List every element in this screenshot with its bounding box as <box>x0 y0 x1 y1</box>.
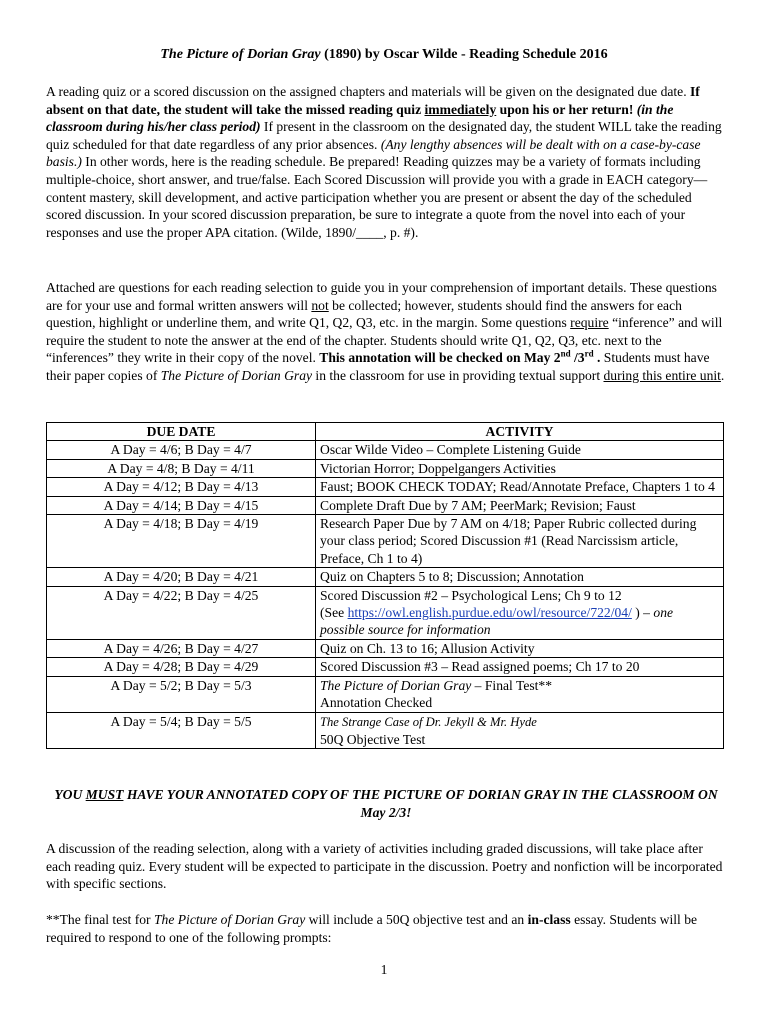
table-row <box>47 658 724 676</box>
annotated-copy-notice: YOU MUST HAVE YOUR ANNOTATED COPY OF THE PICTURE OF DORIAN GRAY IN THE CLASSROOM ON May 2/3! <box>54 787 718 820</box>
activity-cell: Faust; BOOK CHECK TODAY; Read/Annotate Preface, Chapters 1 to 4 <box>316 478 724 496</box>
table-row <box>47 676 724 712</box>
table-row <box>47 478 724 496</box>
activity-cell: Research Paper Due by 7 AM on 4/18; Paper Rubric collected during your class period; Scored Discussion #1 (Read Narcissism article, Preface, Ch 1 to 4) <box>316 515 724 568</box>
due-date-cell: A Day = 4/26; B Day = 4/27 <box>47 639 316 657</box>
table-row <box>47 515 724 568</box>
due-date-cell: A Day = 4/6; B Day = 4/7 <box>47 441 316 459</box>
due-date-cell: A Day = 4/28; B Day = 4/29 <box>47 658 316 676</box>
activity-cell: Scored Discussion #2 – Psychological Lens; Ch 9 to 12 (See https://owl.english.purdue.edu/owl/resource/722/04/ ) – one possible source for information <box>316 586 724 639</box>
activity-cell: Quiz on Chapters 5 to 8; Discussion; Annotation <box>316 568 724 586</box>
table-row <box>47 441 724 459</box>
page-number: 1 <box>380 962 388 977</box>
activity-cell: Scored Discussion #3 – Read assigned poems; Ch 17 to 20 <box>316 658 724 676</box>
intro-paragraph: A reading quiz or a scored discussion on the assigned chapters and materials will be given on the designated due date. If absent on that date, the student will take the missed reading quiz immediately upon his or her return! (in the classroom during his/her class period) If present in the classroom on the designated day, the student WILL take the reading quiz scheduled for that date regardless of any prior absences. (Any lengthy absences will be dealt with on a case-by-case basis.) In other words, here is the reading schedule. Be prepared! Reading quizzes may be a variety of formats including multiple-choice, short answer, and true/false. Each Scored Discussion will provide you with a grade in EACH category—content mastery, skill development, and active participation whether you are present or absent the day of the scheduled scored discussion. In your scored discussion preparation, be sure to integrate a quote from the novel into each of your responses and use the proper APA citation. (Wilde, 1890/____, p. #). <box>46 84 722 240</box>
table-row <box>47 712 724 749</box>
table-row <box>47 639 724 657</box>
activity-cell: The Picture of Dorian Gray – Final Test** Annotation Checked <box>316 676 724 712</box>
activity-cell: Victorian Horror; Doppelgangers Activities <box>316 459 724 477</box>
activity-cell: Complete Draft Due by 7 AM; PeerMark; Revision; Faust <box>316 496 724 514</box>
table-header-row <box>47 423 724 441</box>
discussion-paragraph: A discussion of the reading selection, along with a variety of activities including graded discussions, will take place after each reading quiz. Every student will be expected to participate in the discussion. Poetry and nonfiction will be incorporated with specific sections. <box>46 841 723 892</box>
purdue-owl-link[interactable]: https://owl.english.purdue.edu/owl/resource/722/04/ <box>347 605 632 621</box>
due-date-cell: A Day = 4/20; B Day = 4/21 <box>47 568 316 586</box>
due-date-cell: A Day = 5/4; B Day = 5/5 <box>47 712 316 749</box>
due-date-cell: A Day = 4/22; B Day = 4/25 <box>47 586 316 639</box>
table-row <box>47 459 724 477</box>
attached-questions-paragraph: Attached are questions for each reading selection to guide you in your comprehension of important details. These questions are for your use and formal written answers will not be collected; however, students should find the answers for each question, highlight or underline them, and write Q1, Q2, Q3, etc. in the margin. Some questions require “inference” and will require the student to note the answer at the end of the chapter. Students should write Q1, Q2, Q3, etc. next to the “inferences” they write in their copy of the novel. This annotation will be checked on May 2nd /3rd . Students must have their paper copies of The Picture of Dorian Gray in the classroom for use in providing textual support during this entire unit. <box>46 280 725 383</box>
final-test-paragraph: **The final test for The Picture of Dorian Gray will include a 50Q objective test and an in-class essay. Students will be required to respond to one of the following prompts: <box>46 912 698 945</box>
activity-cell: Oscar Wilde Video – Complete Listening Guide <box>316 441 724 459</box>
reading-schedule-table <box>46 422 724 749</box>
due-date-cell: A Day = 5/2; B Day = 5/3 <box>47 676 316 712</box>
due-date-cell: A Day = 4/18; B Day = 4/19 <box>47 515 316 568</box>
due-date-header: DUE DATE <box>47 423 316 441</box>
table-row <box>47 586 724 639</box>
table-row <box>47 568 724 586</box>
table-row <box>47 496 724 514</box>
document-title: The Picture of Dorian Gray (1890) by Oscar Wilde - Reading Schedule 2016 <box>160 47 608 62</box>
due-date-cell: A Day = 4/8; B Day = 4/11 <box>47 459 316 477</box>
activity-cell: Quiz on Ch. 13 to 16; Allusion Activity <box>316 639 724 657</box>
activity-header: ACTIVITY <box>316 423 724 441</box>
due-date-cell: A Day = 4/12; B Day = 4/13 <box>47 478 316 496</box>
activity-cell: The Strange Case of Dr. Jekyll & Mr. Hyde 50Q Objective Test <box>316 712 724 749</box>
due-date-cell: A Day = 4/14; B Day = 4/15 <box>47 496 316 514</box>
